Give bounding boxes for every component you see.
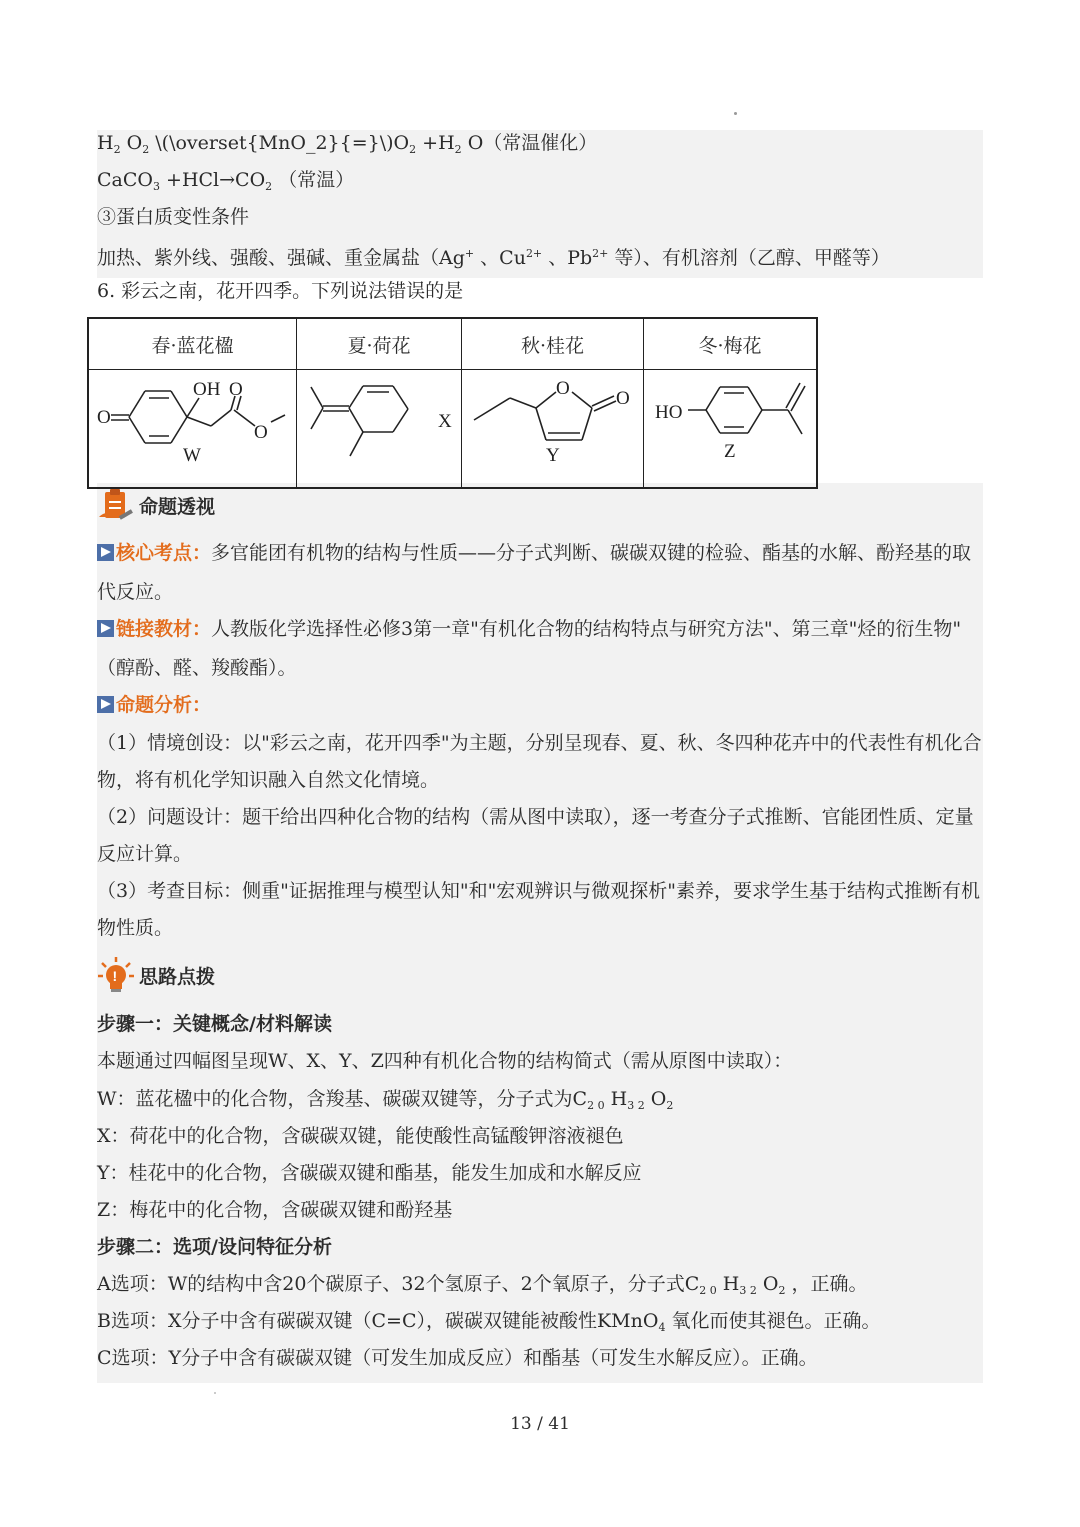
option-a: A选项：W的结构中含20个碳原子、32个氢原子、2个氧原子，分子式$C_{2 0}$ $H_{3 2}$ $O_2$ ，正确。 bbox=[97, 1273, 868, 1297]
core-points-cont: 代反应。 bbox=[97, 581, 174, 603]
svg-text:!: ! bbox=[112, 968, 118, 984]
equation-h2o2: $H_2$ $O_2$ $\backslash(\backslash overset\{MnO\_2\}\{=\}\backslash)O_2 +H_2$ O（常温催化） bbox=[97, 132, 598, 156]
y-o-carbonyl: O bbox=[616, 388, 630, 409]
compound-w: W：蓝花楹中的化合物，含羧基、碳碳双键等，分子式为$C_{2 0}$ $H_{3 2}$ $O_2$ bbox=[97, 1088, 674, 1112]
w-o-ester: O bbox=[254, 422, 268, 443]
w-oh: OH bbox=[193, 379, 221, 400]
label-y: Y bbox=[546, 445, 560, 466]
structure-y bbox=[462, 370, 644, 489]
analysis-p3-cont: 物性质。 bbox=[97, 917, 174, 939]
textbook-link: 链接教材：人教版化学选择性必修3第一章"有机化合物的结构特点与研究方法"、第三章"烃的衍生物" bbox=[97, 614, 987, 644]
equation-caco3: CaCO$_3$ $+HCl\to CO_2$ （常温） bbox=[97, 169, 355, 193]
analysis-p1-cont: 物，将有机化学知识融入自然文化情境。 bbox=[97, 769, 440, 791]
structure-x-drawing bbox=[297, 370, 461, 483]
analysis-p2-cont: 反应计算。 bbox=[97, 843, 193, 865]
protein-denature-title: ③蛋白质变性条件 bbox=[97, 206, 250, 228]
textbook-link-cont: （醇酚、醛、羧酸酯）。 bbox=[97, 657, 297, 679]
analysis-p3: （3）考查目标：侧重"证据推理与模型认知"和"宏观辨识与微观探析"素养，要求学生基于结构式推断有机 bbox=[97, 880, 981, 902]
speck bbox=[214, 1392, 216, 1394]
w-o-top: O bbox=[229, 379, 243, 400]
page-number: 13 / 41 bbox=[510, 1414, 570, 1434]
structure-x bbox=[297, 370, 462, 489]
structure-w bbox=[88, 370, 297, 489]
play-icon bbox=[97, 544, 114, 561]
section-title-hints: 思路点拨 bbox=[139, 965, 216, 988]
step-one-intro: 本题通过四幅图呈现W、X、Y、Z四种有机化合物的结构简式（需从原图中读取）： bbox=[97, 1050, 793, 1072]
section-title-topic: 命题透视 bbox=[139, 495, 216, 518]
structure-z-drawing bbox=[644, 370, 816, 483]
section-heading-hints bbox=[97, 956, 215, 994]
structure-w-drawing bbox=[89, 370, 296, 483]
header-winter: 冬·梅花 bbox=[644, 318, 818, 370]
structure-z bbox=[644, 370, 818, 489]
analysis-p1: （1）情境创设：以"彩云之南，花开四季"为主题，分别呈现春、夏、秋、冬四种花卉中的代表性有机化合 bbox=[97, 732, 982, 754]
section-heading-topic bbox=[97, 487, 215, 523]
speck bbox=[734, 112, 737, 115]
label-w: W bbox=[183, 445, 201, 466]
play-icon bbox=[97, 696, 114, 713]
analysis-p2: （2）问题设计：题干给出四种化合物的结构（需从图中读取），逐一考查分子式推断、官能团性质、定量 bbox=[97, 806, 974, 828]
w-o-left: O bbox=[97, 407, 111, 428]
header-spring: 春·蓝花楹 bbox=[88, 318, 297, 370]
play-icon bbox=[97, 620, 114, 637]
option-b: B选项：X分子中含有碳碳双键（C=C），碳碳双键能被酸性KMnO$_4$ 氧化而使其褪色。正确。 bbox=[97, 1310, 881, 1334]
step-two-title: 步骤二：选项/设问特征分析 bbox=[97, 1236, 332, 1258]
step-one-title: 步骤一：关键概念/材料解读 bbox=[97, 1013, 332, 1035]
compound-y: Y：桂花中的化合物，含碳碳双键和酯基，能发生加成和水解反应 bbox=[97, 1162, 642, 1184]
protein-denature-conditions: 加热、紫外线、强酸、强碱、重金属盐（Ag+ 、$Cu^{2+}$ 、$Pb^{2+}$ 等）、有机溶剂（乙醇、甲醛等） bbox=[97, 247, 890, 269]
question-stem: 6. 彩云之南，花开四季。下列说法错误的是 bbox=[97, 280, 464, 302]
analysis-label: 命题分析： bbox=[97, 690, 987, 720]
compound-x: X：荷花中的化合物，含碳碳双键，能使酸性高锰酸钾溶液褪色 bbox=[97, 1125, 624, 1147]
clipboard-icon bbox=[97, 487, 135, 523]
compound-z: Z：梅花中的化合物，含碳碳双键和酚羟基 bbox=[97, 1199, 453, 1221]
label-z: Z bbox=[724, 441, 736, 462]
z-ho: HO bbox=[655, 402, 683, 423]
label-x: X bbox=[438, 411, 452, 432]
option-c: C选项：Y分子中含有碳碳双键（可发生加成反应）和酯基（可发生水解反应）。正确。 bbox=[97, 1347, 818, 1369]
header-summer: 夏·荷花 bbox=[297, 318, 462, 370]
structure-y-drawing bbox=[462, 370, 643, 483]
lightbulb-icon bbox=[97, 956, 135, 994]
header-autumn: 秋·桂花 bbox=[462, 318, 644, 370]
core-points: 核心考点：多官能团有机物的结构与性质——分子式判断、碳碳双键的检验、酯基的水解、酚羟基的取 bbox=[97, 538, 987, 568]
molecule-table bbox=[87, 317, 818, 489]
y-o-ring: O bbox=[556, 378, 570, 399]
